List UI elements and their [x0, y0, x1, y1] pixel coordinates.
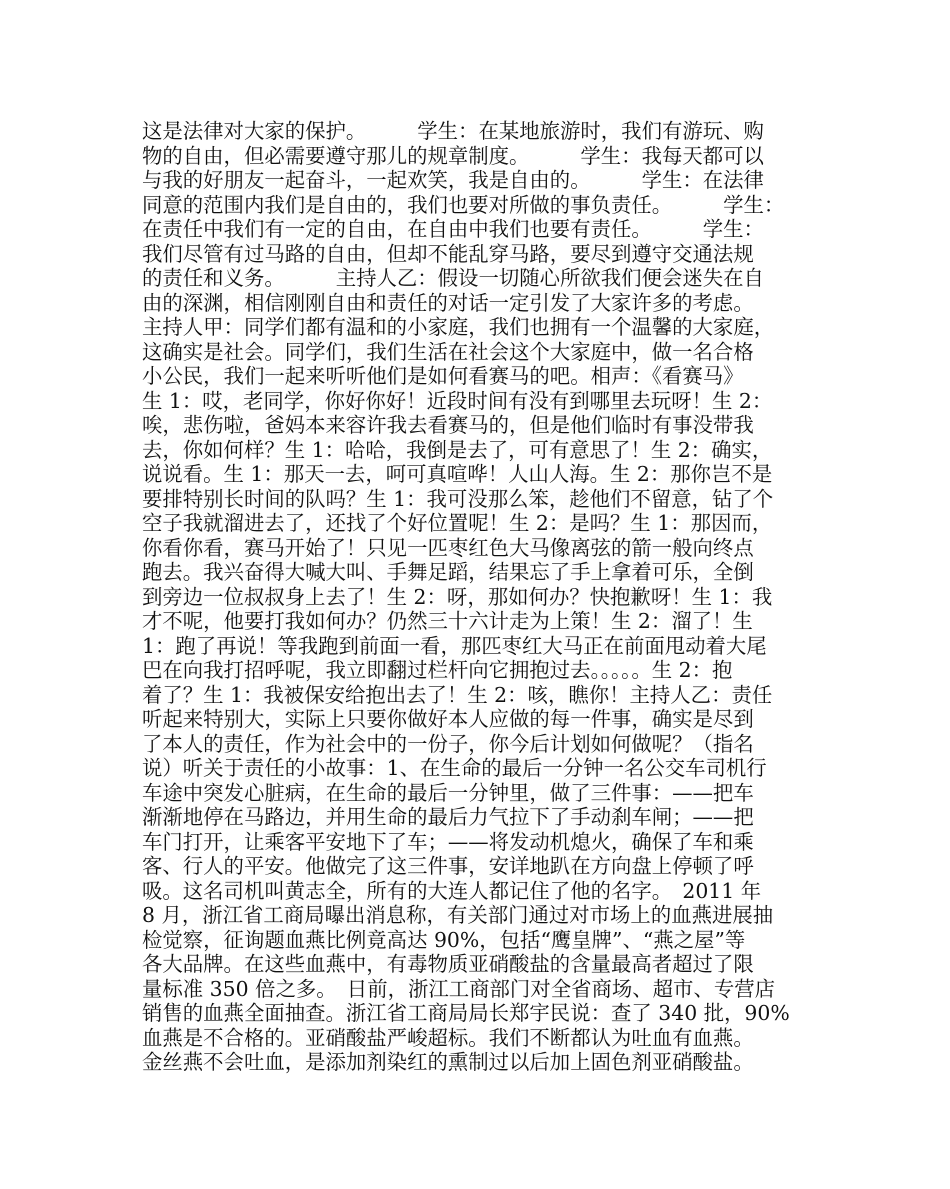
- text-line: 由的深渊，相信刚刚自由和责任的对话一定引发了大家许多的考虑。: [142, 290, 754, 315]
- text-line: 唉，悲伤啦，爸妈本来容许我去看赛马的，但是他们临时有事没带我: [142, 413, 754, 437]
- text-line: 听起来特别大，实际上只要你做好本人应做的每一件事，确实是尽到: [142, 707, 754, 731]
- text-line: 才不呢，他要打我如何办？仍然三十六计走为上策！生 2：溜了！生: [142, 609, 753, 633]
- text-line: 我们尽管有过马路的自由，但却不能乱穿马路，要尽到遵守交通法规: [142, 241, 754, 266]
- text-line: 这确实是社会。同学们，我们生活在社会这个大家庭中，做一名合格: [142, 339, 754, 364]
- text-line: 1：跑了再说！等我跑到前面一看，那匹枣红大马正在前面甩动着大尾: [142, 633, 767, 658]
- text-line: 了本人的责任，作为社会中的一份子，你今后计划如何做呢？（指名: [142, 731, 754, 756]
- text-line: 生 1：哎，老同学，你好你好！近段时间有没有到哪里去玩呀！生 2：: [142, 388, 773, 413]
- text-line: 物的自由，但必需要遵守那儿的规章制度。 学生：我每天都可以: [142, 143, 764, 168]
- document-body: [142, 119, 822, 1075]
- text-line: 吸。这名司机叫黄志全，所有的大连人都记住了他的名字。 2011 年: [142, 878, 762, 903]
- text-line: 车门打开，让乘客平安地下了车；——将发动机熄火，确保了车和乘: [142, 829, 754, 854]
- text-line: 要排特别长时间的队吗？生 1：我可没那么笨，趁他们不留意，钻了个: [142, 486, 774, 511]
- text-line: 跑去。我兴奋得大喊大叫、手舞足蹈，结果忘了手上拿着可乐，全倒: [142, 560, 754, 584]
- text-line: 车途中突发心脏病，在生命的最后一分钟里，做了三件事：——把车: [142, 780, 754, 805]
- text-line: 巴在向我打招呼呢，我立即翻过栏杆向它拥抱过去。。。。。生 2：抱: [142, 658, 733, 682]
- text-line: 说）听关于责任的小故事：1、在生命的最后一分钟一名公交车司机行: [142, 756, 767, 780]
- text-line: 8 月，浙江省工商局曝出消息称，有关部门通过对市场上的血燕进展抽: [142, 903, 774, 927]
- text-line: 这是法律对大家的保护。 学生：在某地旅游时，我们有游玩、购: [142, 119, 764, 143]
- text-line: 与我的好朋友一起奋斗，一起欢笑，我是自由的。 学生：在法律: [142, 168, 764, 192]
- text-line: 你看你看，赛马开始了！只见一匹枣红色大马像离弦的箭一般向终点: [142, 535, 754, 560]
- text-line: 各大品牌。在这些血燕中，有毒物质亚硝酸盐的含量最高者超过了限: [142, 952, 754, 976]
- text-line: 着了？生 1：我被保安给抱出去了！生 2：咳，瞧你！主持人乙：责任: [142, 682, 773, 707]
- text-line: 空子我就溜进去了，还找了个好位置呢！生 2：是吗？生 1：那因而，: [142, 511, 773, 535]
- text-line: 渐渐地停在马路边，并用生命的最后力气拉下了手动刹车闸；——把: [142, 805, 754, 829]
- text-line: 小公民，我们一起来听听他们是如何看赛马的吧。相声：《看赛马》: [142, 364, 744, 388]
- text-line: 在责任中我们有一定的自由，在自由中我们也要有责任。 学生：: [142, 217, 764, 241]
- text-line: 量标准 350 倍之多。 日前，浙江工商部门对全省商场、超市、专营店: [142, 976, 776, 1001]
- text-line: 同意的范围内我们是自由的，我们也要对所做的事负责任。 学生：: [142, 192, 785, 217]
- text-line: 检觉察，征询题血燕比例竟高达 90%，包括“鹰皇牌”、“燕之屋”等: [142, 927, 746, 952]
- text-line: 金丝燕不会吐血，是添加剂染红的熏制过以后加上固色剂亚硝酸盐。: [142, 1050, 754, 1074]
- text-line: 说说看。生 1：那天一去，呵可真喧哗！人山人海。生 2：那你岂不是: [142, 462, 773, 486]
- text-line: 到旁边一位叔叔身上去了！生 2：呀，那如何办？快抱歉呀！生 1：我: [142, 584, 773, 609]
- text-line: 客、行人的平安。他做完了这三件事，安详地趴在方向盘上停顿了呼: [142, 854, 754, 878]
- text-line: 销售的血燕全面抽查。浙江省工商局局长郑宇民说：查了 340 批，90%: [142, 1001, 790, 1025]
- text-line: 血燕是不合格的。亚硝酸盐严峻超标。我们不断都认为吐血有血燕。: [142, 1025, 754, 1050]
- text-line: 的责任和义务。 主持人乙：假设一切随心所欲我们便会迷失在自: [142, 266, 764, 290]
- text-line: 去，你如何样？生 1：哈哈，我倒是去了，可有意思了！生 2：确实，: [142, 437, 773, 462]
- text-line: 主持人甲：同学们都有温和的小家庭，我们也拥有一个温馨的大家庭，: [142, 315, 775, 339]
